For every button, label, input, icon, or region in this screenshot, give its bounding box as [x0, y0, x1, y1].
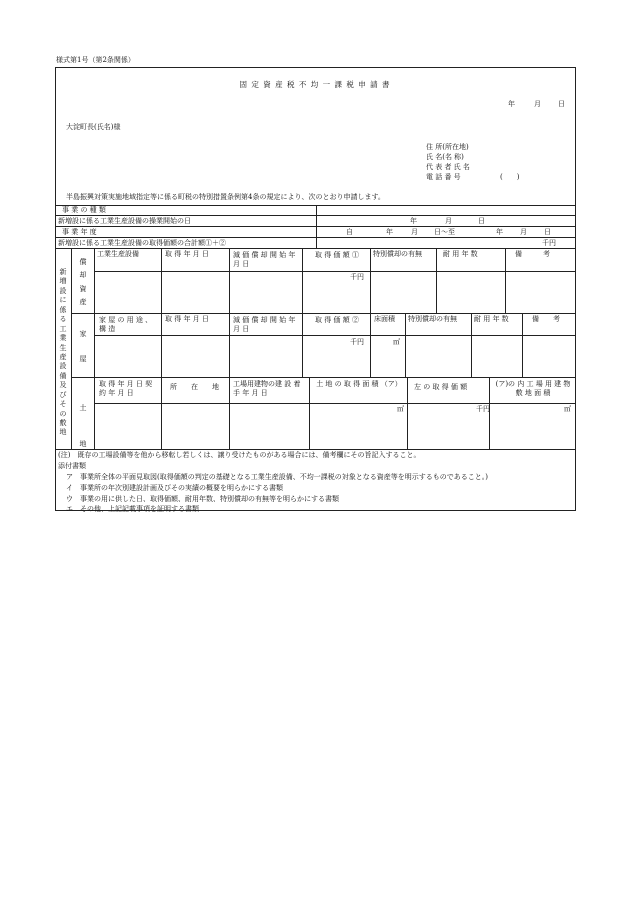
fy-from-year: 年	[386, 228, 393, 236]
land-header-construction-start: 工場用建物の建 設 着 手 年 月 日	[233, 380, 301, 398]
dep-header-special-depreciation: 特別償却の有無	[373, 250, 422, 258]
dep-header-equipment: 工業生産設備	[97, 250, 139, 258]
divider	[161, 377, 162, 449]
divider	[161, 313, 162, 377]
land-header-acquired-area: 土 地 の 取 得 面 積 （ア）	[316, 380, 402, 388]
land-header-location: 所 在 地	[170, 383, 219, 391]
divider	[316, 205, 317, 248]
divider	[94, 335, 576, 336]
house-header-useful-life: 耐 用 年 数	[474, 315, 509, 323]
house-header-acquired-date: 取 得 年 月 日	[165, 315, 209, 323]
land-label: 土地	[79, 404, 87, 449]
applicant-name-label: 氏 名(名 称)	[426, 153, 464, 161]
divider	[71, 377, 576, 378]
date-day-label: 日	[558, 100, 565, 108]
house-header-acquisition-value: 取 得 価 額 ②	[315, 316, 359, 324]
acquisition-total-label: 新増設に係る工業生産設備の取得価額の合計額①＋②	[58, 239, 226, 247]
fy-to-label: 日〜至	[434, 228, 455, 236]
house-value-unit: 千円	[350, 338, 364, 346]
document-title: 固 定 資 産 税 不 均 一 課 税 申 請 書	[239, 80, 391, 89]
land-header-acquisition-value: 左 の 取 得 価 額	[414, 383, 468, 391]
divider	[55, 248, 576, 249]
dep-header-acquisition-value: 取 得 価 額 ①	[315, 251, 359, 259]
date-month-label: 月	[534, 100, 541, 108]
fy-to-day: 日	[544, 228, 551, 236]
fy-to-year: 年	[496, 228, 503, 236]
date-year-label: 年	[508, 100, 515, 108]
attachment-item: エ その他、上記記載事項を証明する書類	[66, 505, 199, 513]
house-label: 家屋	[79, 330, 87, 364]
land-header-factory-site-area: (ア)の 内 工 場 用 建 物 敷 地 面 積	[495, 380, 571, 398]
dep-header-depreciation-start: 減 価 償 却 開 始 年 月 日	[233, 251, 296, 269]
divider	[489, 377, 490, 449]
business-type-label: 事 業 の 種 類	[62, 206, 106, 214]
depreciable-assets-label: 償却資産	[79, 258, 87, 306]
divider	[405, 313, 406, 377]
land-site-area-unit: ㎡	[564, 405, 571, 413]
divider	[94, 248, 95, 449]
intro-sentence: 半島振興対策実施地域指定等に係る町税の特別措置条例第4条の規定により、次のとおり申請します。	[66, 193, 385, 201]
applicant-address-label: 住 所(所在地)	[426, 143, 469, 151]
divider	[229, 377, 230, 449]
applicant-phone-label: 電 話 番 号	[426, 173, 461, 181]
dep-header-remarks: 備 考	[515, 250, 550, 258]
divider	[407, 377, 408, 449]
start-day-label: 日	[478, 217, 485, 225]
divider	[55, 449, 576, 450]
divider	[94, 271, 576, 272]
operation-start-label: 新増設に係る工業生産設備の操業開始の日	[58, 217, 191, 225]
divider	[370, 248, 371, 313]
divider	[229, 313, 230, 377]
fy-to-month: 月	[520, 228, 527, 236]
applicant-representative-label: 代 表 者 氏 名	[426, 163, 470, 171]
fiscal-year-label: 事 業 年 度	[62, 228, 97, 236]
note: (注) 既存の工場設備等を他から移転し若しくは、譲り受けたものがある場合には、備考欄にその旨記入すること。	[58, 451, 421, 459]
house-header-depreciation-start: 減 価 償 却 開 始 年 月 日	[233, 316, 296, 334]
house-area-unit: ㎡	[393, 338, 400, 346]
divider	[309, 377, 310, 449]
land-header-dates: 取 得 年 月 日 契 約 年 月 日	[99, 380, 153, 398]
divider	[94, 403, 576, 404]
start-month-label: 月	[445, 217, 452, 225]
attachment-item: ア 事業所全体の平面見取図(取得価額の判定の基礎となる工業生産設備、不均一課税の対象となる資産等を明示するものであること。)	[66, 473, 488, 481]
application-form-frame	[55, 67, 576, 511]
form-number-label: 様式第1号（第2条関係）	[56, 56, 135, 64]
fy-from-label: 自	[346, 228, 353, 236]
land-value-unit: 千円	[476, 405, 490, 413]
fy-from-month: 月	[411, 228, 418, 236]
divider	[161, 248, 162, 313]
house-header-special-depreciation: 特別償却の有無	[408, 315, 457, 323]
divider	[302, 248, 303, 313]
land-area-unit: ㎡	[397, 405, 404, 413]
divider	[505, 248, 506, 313]
dep-header-useful-life: 耐 用 年 数	[443, 250, 478, 258]
divider	[370, 313, 371, 377]
divider	[71, 248, 72, 449]
divider	[471, 313, 472, 377]
divider	[522, 313, 523, 377]
side-section-label: 新増設に係る工業生産設備及びその敷地	[59, 268, 67, 437]
house-header-floor-area: 床面積	[374, 315, 395, 323]
divider	[436, 248, 437, 313]
divider	[71, 313, 576, 314]
attachment-item: ウ 事業の用に供した日、取得価額、耐用年数、特別償却の有無等を明らかにする書類	[66, 495, 339, 503]
applicant-phone-paren: ( )	[500, 173, 520, 181]
divider	[229, 248, 230, 313]
house-header-remarks: 備 考	[532, 315, 560, 323]
dep-header-acquired-date: 取 得 年 月 日	[165, 250, 209, 258]
divider	[302, 313, 303, 377]
addressee: 大淀町長(氏名)様	[66, 123, 121, 131]
house-header-use-structure: 家 屋 の 用 途 、 構 造	[99, 316, 153, 334]
start-year-label: 年	[410, 217, 417, 225]
dep-value-unit: 千円	[350, 273, 364, 281]
acquisition-total-unit: 千円	[542, 239, 556, 247]
attachment-item: イ 事業所の年次別建設計画及びその実績の概要を明らかにする書類	[66, 484, 283, 492]
attachments-title: 添付書類	[58, 462, 86, 470]
